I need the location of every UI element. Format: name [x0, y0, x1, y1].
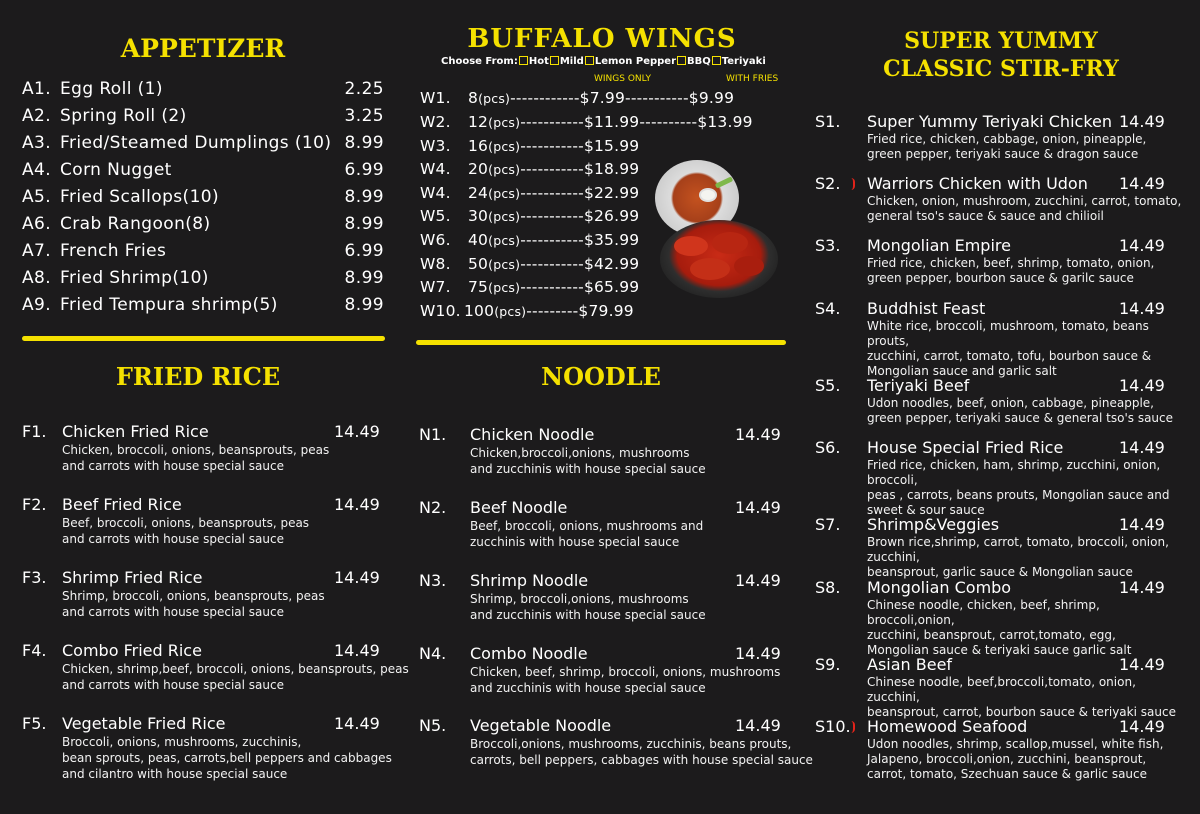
- item-price: 14.49: [1119, 578, 1165, 597]
- item-code: S6.: [815, 438, 841, 457]
- item-code: N2.: [419, 498, 447, 517]
- wing-price: $11.99: [583, 113, 640, 131]
- item-name: Egg Roll (1): [60, 79, 163, 99]
- item-name: Fried/Steamed Dumplings (10): [60, 133, 332, 153]
- wing-pcs: (pcs): [488, 233, 521, 248]
- item-price: 14.49: [334, 495, 380, 514]
- wing-count: 16: [468, 137, 489, 155]
- appetizer-item: [22, 160, 384, 180]
- menu-item-header: [419, 571, 795, 591]
- with-fries-label: WITH FRIES: [726, 74, 779, 84]
- wing-count: 40: [468, 231, 489, 249]
- item-price: 14.49: [1119, 717, 1165, 736]
- wing-dashes: -----------: [625, 89, 689, 107]
- item-price: 14.49: [1119, 174, 1165, 193]
- wing-count: 100: [464, 302, 495, 320]
- menu-item-header: [815, 112, 1187, 132]
- item-code: S3.: [815, 236, 841, 255]
- wing-code: W5.: [420, 207, 451, 225]
- wing-dashes: ---------: [526, 302, 579, 320]
- wing-code: W7.: [420, 278, 451, 296]
- item-code: F3.: [22, 568, 47, 587]
- wing-code: W1.: [420, 89, 451, 107]
- wing-count: 30: [468, 207, 489, 225]
- appetizer-item: [22, 214, 384, 234]
- stir-fry-title-line2: CLASSIC STIR-FRY: [883, 56, 1119, 82]
- wing-item: [420, 255, 639, 273]
- wing-item: [420, 302, 634, 320]
- wing-pcs: (pcs): [488, 257, 521, 272]
- item-description: White rice, broccoli, mushroom, tomato, beans prouts,: [867, 319, 1149, 348]
- menu-item: [419, 644, 795, 696]
- wing-price: $22.99: [583, 184, 640, 202]
- item-name: Fried Shrimp(10): [60, 268, 209, 288]
- item-price: 6.99: [344, 241, 384, 261]
- item-price: 14.49: [735, 425, 781, 444]
- item-description: and zucchinis with house special sauce: [470, 462, 706, 476]
- menu-item-header: [815, 655, 1187, 675]
- item-name: Homewood Seafood: [867, 717, 1028, 736]
- menu-item: [22, 714, 394, 782]
- item-price: 14.49: [334, 422, 380, 441]
- item-description: Fried rice, chicken, ham, shrimp, zucchini, onion, broccoli,: [867, 458, 1161, 487]
- item-code: S7.: [815, 515, 841, 534]
- item-code: A3.: [22, 133, 52, 153]
- wing-price: $7.99: [579, 89, 626, 107]
- item-description: Chicken, beef, shrimp, broccoli, onions, mushrooms: [470, 665, 781, 679]
- celery-image: [715, 176, 733, 188]
- menu-item-header: [22, 641, 409, 661]
- wing-item: [420, 89, 734, 107]
- wing-pcs: (pcs): [488, 209, 521, 224]
- item-description: zucchini, carrot, tomato, tofu, bourbon sauce &: [867, 349, 1152, 363]
- item-name: Buddhist Feast: [867, 299, 986, 318]
- item-name: Fried Tempura shrimp(5): [60, 295, 278, 315]
- wing-dashes: -----------: [520, 278, 584, 296]
- flavor-label: Lemon Pepper: [594, 56, 677, 67]
- item-code: N5.: [419, 716, 447, 735]
- menu-item-header: [815, 299, 1187, 319]
- item-code: A1.: [22, 79, 52, 99]
- item-description: Mongolian sauce and garlic salt: [867, 364, 1057, 378]
- menu-item-header: [22, 422, 394, 442]
- item-code: S2.: [815, 174, 841, 193]
- item-description: general tso's sauce & sauce and chilioil: [867, 209, 1104, 223]
- menu-item: [815, 174, 1187, 224]
- item-name: Chicken Noodle: [470, 425, 595, 444]
- wing-fries-price: $13.99: [697, 113, 753, 131]
- flavor-checkbox-icon: [585, 56, 594, 65]
- item-price: 8.99: [344, 187, 384, 207]
- wing-pcs: (pcs): [494, 304, 527, 319]
- item-code: A6.: [22, 214, 52, 234]
- item-price: 6.99: [344, 160, 384, 180]
- item-code: F1.: [22, 422, 47, 441]
- menu-item: [815, 299, 1187, 379]
- wing-count: 50: [468, 255, 489, 273]
- menu-item: [22, 495, 394, 547]
- menu-item-header: [419, 498, 795, 518]
- wing-item: [420, 207, 639, 225]
- menu-item: [419, 498, 795, 550]
- wing-dashes: -----------: [520, 137, 584, 155]
- item-description: Udon noodles, beef, onion, cabbage, pineapple,: [867, 396, 1154, 410]
- item-price: 14.49: [735, 716, 781, 735]
- wing-dashes: -----------: [520, 113, 584, 131]
- item-price: 14.49: [735, 571, 781, 590]
- item-description: Brown rice,shrimp, carrot, tomato, broccoli, onion, zucchini,: [867, 535, 1169, 564]
- item-description: zucchini, beansprout, carrot,tomato, egg,: [867, 628, 1116, 642]
- wing-pcs: (pcs): [488, 186, 521, 201]
- item-price: 14.49: [735, 498, 781, 517]
- item-code: S10.: [815, 717, 851, 736]
- wing-code: W2.: [420, 113, 451, 131]
- wing-code: W4.: [420, 184, 451, 202]
- wing-item: [420, 160, 639, 178]
- wing-count: 8: [468, 89, 479, 107]
- item-description: Chicken, shrimp,beef, broccoli, onions, beansprouts, peas: [62, 662, 409, 676]
- item-description: and carrots with house special sauce: [62, 532, 284, 546]
- item-price: 14.49: [1119, 236, 1165, 255]
- appetizer-item: [22, 241, 384, 261]
- menu-item-header: [815, 236, 1187, 256]
- wing-price: $79.99: [578, 302, 634, 320]
- item-code: N4.: [419, 644, 447, 663]
- item-description: Fried rice, chicken, beef, shrimp, tomato, onion,: [867, 256, 1155, 270]
- item-description: Fried rice, chicken, cabbage, onion, pineapple,: [867, 132, 1147, 146]
- menu-item: [419, 716, 813, 768]
- item-price: 14.49: [1119, 112, 1165, 131]
- menu-item-header: [815, 174, 1187, 194]
- item-price: 2.25: [344, 79, 384, 99]
- wing-pcs: (pcs): [488, 139, 521, 154]
- menu-item-header: [815, 438, 1187, 458]
- wing-code: W8.: [420, 255, 451, 273]
- wing-code: W3.: [420, 137, 451, 155]
- item-code: S9.: [815, 655, 841, 674]
- item-name: Asian Beef: [867, 655, 953, 674]
- item-price: 8.99: [344, 214, 384, 234]
- wing-item: [420, 231, 639, 249]
- menu-item-header: [22, 714, 394, 734]
- dip-cup-image: [699, 188, 717, 202]
- item-name: Vegetable Fried Rice: [62, 714, 226, 733]
- item-code: F5.: [22, 714, 47, 733]
- appetizer-title: APPETIZER: [120, 34, 286, 63]
- wing-piece-image: [712, 232, 748, 254]
- item-name: Beef Noodle: [470, 498, 568, 517]
- appetizer-item: [22, 106, 384, 126]
- menu-item-header: [815, 578, 1187, 598]
- item-price: 8.99: [344, 295, 384, 315]
- item-description: zucchinis with house special sauce: [470, 535, 680, 549]
- item-name: Vegetable Noodle: [470, 716, 612, 735]
- item-description: carrot, tomato, Szechuan sauce & garlic sauce: [867, 767, 1148, 781]
- wing-dashes: -----------: [520, 207, 584, 225]
- wings-only-label: WINGS ONLY: [594, 74, 651, 84]
- wing-count: 20: [468, 160, 489, 178]
- appetizer-item: [22, 268, 384, 288]
- menu-item-header: [815, 515, 1187, 535]
- menu-item: [815, 376, 1187, 426]
- item-code: A9.: [22, 295, 52, 315]
- wing-dashes: ------------: [510, 89, 580, 107]
- flavor-label: Teriyaki: [721, 56, 766, 67]
- wing-item: [420, 137, 639, 155]
- item-code: S5.: [815, 376, 841, 395]
- item-name: Chicken Fried Rice: [62, 422, 209, 441]
- menu-item: [419, 571, 795, 623]
- item-description: and carrots with house special sauce: [62, 459, 284, 473]
- wing-dashes: ----------: [639, 113, 698, 131]
- menu-item-header: [815, 717, 1187, 737]
- item-name: Fried Scallops(10): [60, 187, 220, 207]
- menu-item: [815, 578, 1187, 658]
- item-price: 14.49: [334, 714, 380, 733]
- item-description: carrots, bell peppers, cabbages with house special sauce: [470, 753, 813, 767]
- item-description: Beef, broccoli, onions, mushrooms and: [470, 519, 704, 533]
- item-code: N1.: [419, 425, 447, 444]
- wing-pcs: (pcs): [488, 280, 521, 295]
- wing-count: 75: [468, 278, 489, 296]
- item-description: peas , carrots, beans prouts, Mongolian sauce and: [867, 488, 1170, 502]
- wing-piece-image: [674, 236, 708, 256]
- flavor-label: BBQ: [687, 56, 711, 67]
- item-price: 14.49: [334, 568, 380, 587]
- wing-piece-image: [734, 256, 764, 276]
- item-description: Chicken,broccoli,onions, mushrooms: [470, 446, 690, 460]
- item-description: and cilantro with house special sauce: [62, 767, 288, 781]
- item-code: F2.: [22, 495, 47, 514]
- item-description: sweet & sour sauce: [867, 503, 985, 517]
- item-price: 14.49: [1119, 299, 1165, 318]
- item-description: green pepper, teriyaki sauce & dragon sauce: [867, 147, 1139, 161]
- stir-fry-title-line1: SUPER YUMMY: [904, 28, 1098, 54]
- item-description: Jalapeno, broccoli,onion, zucchini, beansprout,: [867, 752, 1147, 766]
- wings-flavor-choices: [441, 56, 766, 67]
- item-name: Spring Roll (2): [60, 106, 187, 126]
- wing-price: $42.99: [583, 255, 640, 273]
- wings-divider: [416, 340, 786, 345]
- item-code: A8.: [22, 268, 52, 288]
- wing-code: W10.: [420, 302, 461, 320]
- wing-dashes: -----------: [520, 160, 584, 178]
- item-description: beansprout, garlic sauce & Mongolian sauce: [867, 565, 1133, 579]
- item-description: and carrots with house special sauce: [62, 678, 284, 692]
- item-description: and zucchinis with house special sauce: [470, 608, 706, 622]
- wing-code: W6.: [420, 231, 451, 249]
- item-description: Udon noodles, shrimp, scallop,mussel, white fish,: [867, 737, 1164, 751]
- item-description: Shrimp, broccoli,onions, mushrooms: [470, 592, 689, 606]
- item-price: 14.49: [1119, 515, 1165, 534]
- wing-code: W4.: [420, 160, 451, 178]
- item-name: Beef Fried Rice: [62, 495, 182, 514]
- item-code: A4.: [22, 160, 52, 180]
- wings-bowl-image: [660, 220, 778, 298]
- item-description: and carrots with house special sauce: [62, 605, 284, 619]
- item-description: Beef, broccoli, onions, beansprouts, peas: [62, 516, 310, 530]
- appetizer-item: [22, 187, 384, 207]
- item-name: Shrimp Fried Rice: [62, 568, 203, 587]
- item-name: Mongolian Combo: [867, 578, 1012, 597]
- wings-title: BUFFALO WINGS: [467, 24, 737, 54]
- menu-item-header: [22, 568, 394, 588]
- item-name: Warriors Chicken with Udon: [867, 174, 1088, 193]
- wing-price: $35.99: [583, 231, 640, 249]
- item-price: 3.25: [344, 106, 384, 126]
- menu-item: [22, 568, 394, 620]
- appetizer-item: [22, 295, 384, 315]
- wing-count: 12: [468, 113, 489, 131]
- item-description: Shrimp, broccoli, onions, beansprouts, peas: [62, 589, 325, 603]
- menu-item-header: [22, 495, 394, 515]
- wing-fries-price: $9.99: [688, 89, 735, 107]
- item-code: A7.: [22, 241, 52, 261]
- wing-price: $15.99: [583, 137, 640, 155]
- menu-item-header: [815, 376, 1187, 396]
- wing-pcs: (pcs): [488, 115, 521, 130]
- item-name: Mongolian Empire: [867, 236, 1011, 255]
- menu-item: [815, 236, 1187, 286]
- flavor-checkbox-icon: [550, 56, 559, 65]
- item-description: and zucchinis with house special sauce: [470, 681, 706, 695]
- wing-count: 24: [468, 184, 489, 202]
- wing-piece-image: [690, 258, 730, 280]
- item-description: green pepper, teriyaki sauce & general tso's sauce: [867, 411, 1174, 425]
- item-price: 14.49: [735, 644, 781, 663]
- menu-item-header: [419, 644, 795, 664]
- item-name: Shrimp&Veggies: [867, 515, 1000, 534]
- item-code: A5.: [22, 187, 52, 207]
- menu-item: [815, 717, 1187, 782]
- item-code: S1.: [815, 112, 841, 131]
- wing-price: $65.99: [583, 278, 640, 296]
- item-name: Combo Noodle: [470, 644, 588, 663]
- menu-item: [815, 655, 1187, 720]
- item-description: green pepper, bourbon sauce & garilc sauce: [867, 271, 1134, 285]
- item-description: Broccoli, onions, mushrooms, zucchinis,: [62, 735, 302, 749]
- fried-rice-title: FRIED RICE: [115, 362, 281, 391]
- item-description: Mongolian sauce & teriyaki sauce garlic salt: [867, 643, 1132, 657]
- item-name: Super Yummy Teriyaki Chicken: [867, 112, 1112, 131]
- item-price: 14.49: [1119, 655, 1165, 674]
- flavor-label: Mild: [559, 56, 584, 67]
- appetizer-item: [22, 133, 384, 153]
- wing-pcs: (pcs): [488, 162, 521, 177]
- item-description: Chinese noodle, chicken, beef, shrimp, broccoli,onion,: [867, 598, 1100, 627]
- item-description: Broccoli,onions, mushrooms, zucchinis, beans prouts,: [470, 737, 792, 751]
- menu-item: [815, 438, 1187, 518]
- flavor-label: Hot: [528, 56, 549, 67]
- appetizer-divider: [22, 336, 385, 341]
- item-name: Crab Rangoon(8): [60, 214, 211, 234]
- item-description: beansprout, carrot, bourbon sauce & teriyaki sauce: [867, 705, 1176, 719]
- item-code: S4.: [815, 299, 841, 318]
- item-name: House Special Fried Rice: [867, 438, 1064, 457]
- item-description: Chicken, onion, mushroom, zucchini, carrot, tomato,: [867, 194, 1182, 208]
- appetizer-item: [22, 79, 384, 99]
- menu-item: [815, 515, 1187, 580]
- menu-item: [22, 641, 409, 693]
- item-name: French Fries: [60, 241, 167, 261]
- item-description: bean sprouts, peas, carrots,bell peppers and cabbages: [62, 751, 392, 765]
- flavor-checkbox-icon: [677, 56, 686, 65]
- wing-dashes: -----------: [520, 255, 584, 273]
- flavor-checkbox-icon: [519, 56, 528, 65]
- menu-item-header: [419, 425, 795, 445]
- menu-item: [419, 425, 795, 477]
- item-name: Shrimp Noodle: [470, 571, 589, 590]
- item-name: Corn Nugget: [60, 160, 172, 180]
- wing-price: $18.99: [583, 160, 640, 178]
- item-code: F4.: [22, 641, 47, 660]
- item-description: Chicken, broccoli, onions, beansprouts, peas: [62, 443, 330, 457]
- wing-item: [420, 184, 639, 202]
- item-price: 14.49: [1119, 438, 1165, 457]
- item-price: 8.99: [344, 268, 384, 288]
- choose-label: Choose From:: [441, 56, 518, 67]
- wing-item: [420, 113, 753, 131]
- menu-item: [22, 422, 394, 474]
- item-name: Teriyaki Beef: [867, 376, 970, 395]
- item-price: 14.49: [1119, 376, 1165, 395]
- item-name: Combo Fried Rice: [62, 641, 202, 660]
- wing-item: [420, 278, 639, 296]
- item-description: Chinese noodle, beef,broccoli,tomato, onion, zucchini,: [867, 675, 1136, 704]
- item-code: N3.: [419, 571, 447, 590]
- item-price: 14.49: [334, 641, 380, 660]
- wing-dashes: -----------: [520, 231, 584, 249]
- item-price: 8.99: [344, 133, 384, 153]
- menu-item-header: [419, 716, 813, 736]
- wing-price: $26.99: [583, 207, 640, 225]
- item-code: S8.: [815, 578, 841, 597]
- item-code: A2.: [22, 106, 52, 126]
- menu-item: [815, 112, 1187, 162]
- wing-dashes: -----------: [520, 184, 584, 202]
- noodle-title: NOODLE: [541, 362, 661, 391]
- flavor-checkbox-icon: [712, 56, 721, 65]
- wing-pcs: (pcs): [478, 91, 511, 106]
